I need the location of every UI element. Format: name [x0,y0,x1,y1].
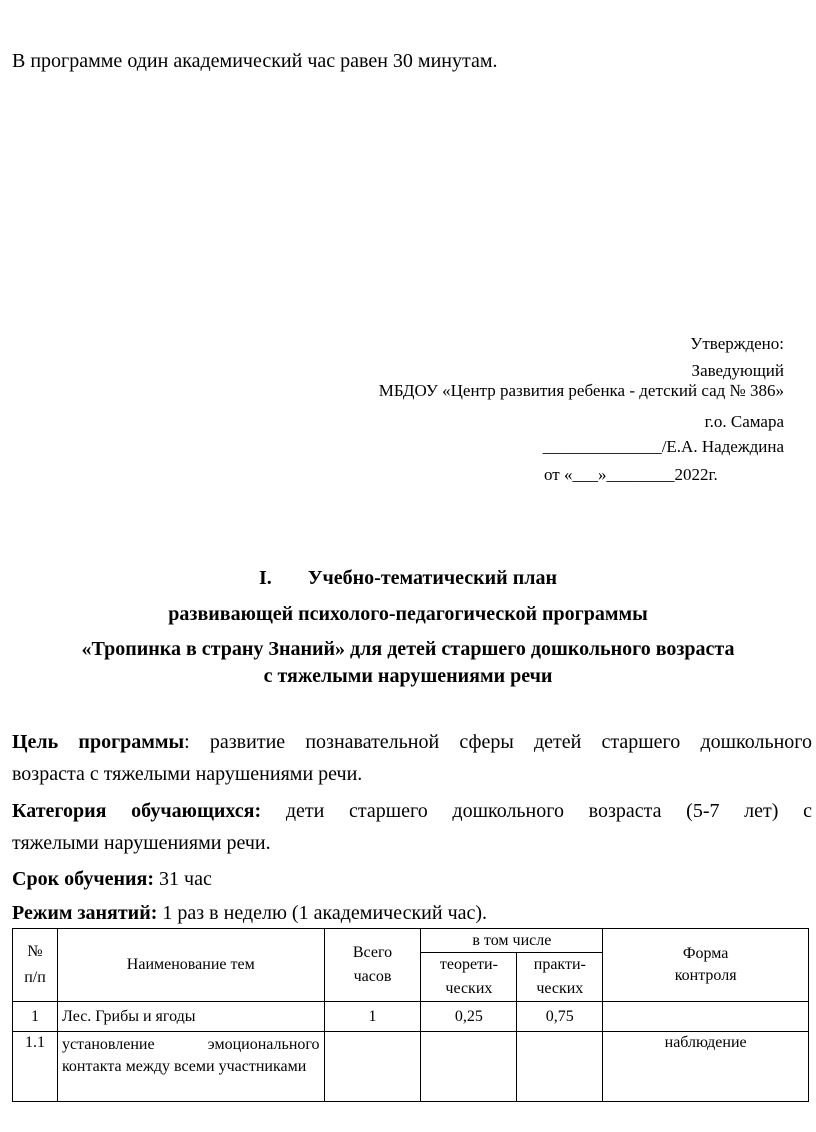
goal-label: Цель программы [12,731,185,753]
approval-date: от «___»________2022г. [544,465,718,484]
goal-text-1: развитие познавательной сферы детей старшего дошкольного [189,731,812,753]
header-theory-line-1: теорети- [439,956,498,973]
approval-signature: ______________/Е.А. Надеждина [542,437,784,456]
category-line-2: тяжелыми нарушениями речи. [12,832,271,854]
row-total: 1 [324,1002,421,1032]
header-practice-line-1: практи- [533,956,586,973]
row-topic: установление эмоционального контакта между всеми участниками [57,1032,324,1102]
table-row [13,1002,809,1032]
table-header-row-1 [13,929,809,953]
title-line-3: «Тропинка в страну Знаний» для детей старшего дошкольного возраста [81,638,735,660]
header-total [324,929,421,1002]
approval-approved: Утверждено: [690,334,784,353]
mode-line [12,896,812,930]
approval-city: г.о. Самара [704,412,784,431]
category-text-1: дети старшего дошкольного возраста (5-7 лет) с [261,800,812,822]
mode-value: 1 раз в неделю (1 академический час). [157,902,488,924]
header-theory [421,953,517,1002]
title-numeral: I. [259,567,272,589]
row-topic: Лес. Грибы и ягоды [57,1002,324,1032]
header-num [13,929,58,1002]
duration-label: Срок обучения: [12,868,155,890]
title-line-4: с тяжелыми нарушениями речи [263,665,553,687]
row-form: наблюдение [603,1032,809,1102]
plan-table [12,928,809,1102]
intro-line: В программе один академический час равен 30 минутам. [12,50,498,72]
header-including: в том числе [421,929,603,953]
header-num-line-1: № [27,943,43,960]
row-theory [421,1032,517,1102]
title-line-1 [0,567,816,590]
table-row [13,1032,809,1102]
header-practice [517,953,603,1002]
goal-sep: : [184,731,190,753]
header-total-line-1: Всего [352,944,393,961]
header-total-line-2: часов [353,968,392,985]
header-practice-line-2: ческих [536,980,584,997]
duration-value: 31 час [154,868,212,890]
goal-line-1 [12,725,812,759]
row-total [324,1032,421,1102]
row-practice: 0,75 [517,1002,603,1032]
duration-line [12,862,812,896]
row-form [603,1002,809,1032]
row-theory: 0,25 [421,1002,517,1032]
approval-org: МБДОУ «Центр развития ребенка - детский сад № 386» [378,381,784,400]
category-line-1 [12,794,812,828]
mode-label: Режим занятий: [12,902,158,924]
header-form-line-2: контроля [674,967,737,984]
title-line-1-text: Учебно-тематический план [307,567,557,589]
header-num-line-2: п/п [24,969,46,986]
approval-head: Заведующий [691,361,784,380]
category-label: Категория обучающихся: [12,800,262,822]
header-form-line-1: Форма [682,945,729,962]
goal-line-2: возраста с тяжелыми нарушениями речи. [12,763,363,785]
row-num: 1 [13,1002,58,1032]
row-practice [517,1032,603,1102]
header-theory-line-2: ческих [445,980,493,997]
header-topic: Наименование тем [57,929,324,1002]
title-line-2: развивающей психолого-педагогической программы [168,603,648,625]
row-num: 1.1 [13,1032,58,1102]
header-form [603,929,809,1002]
